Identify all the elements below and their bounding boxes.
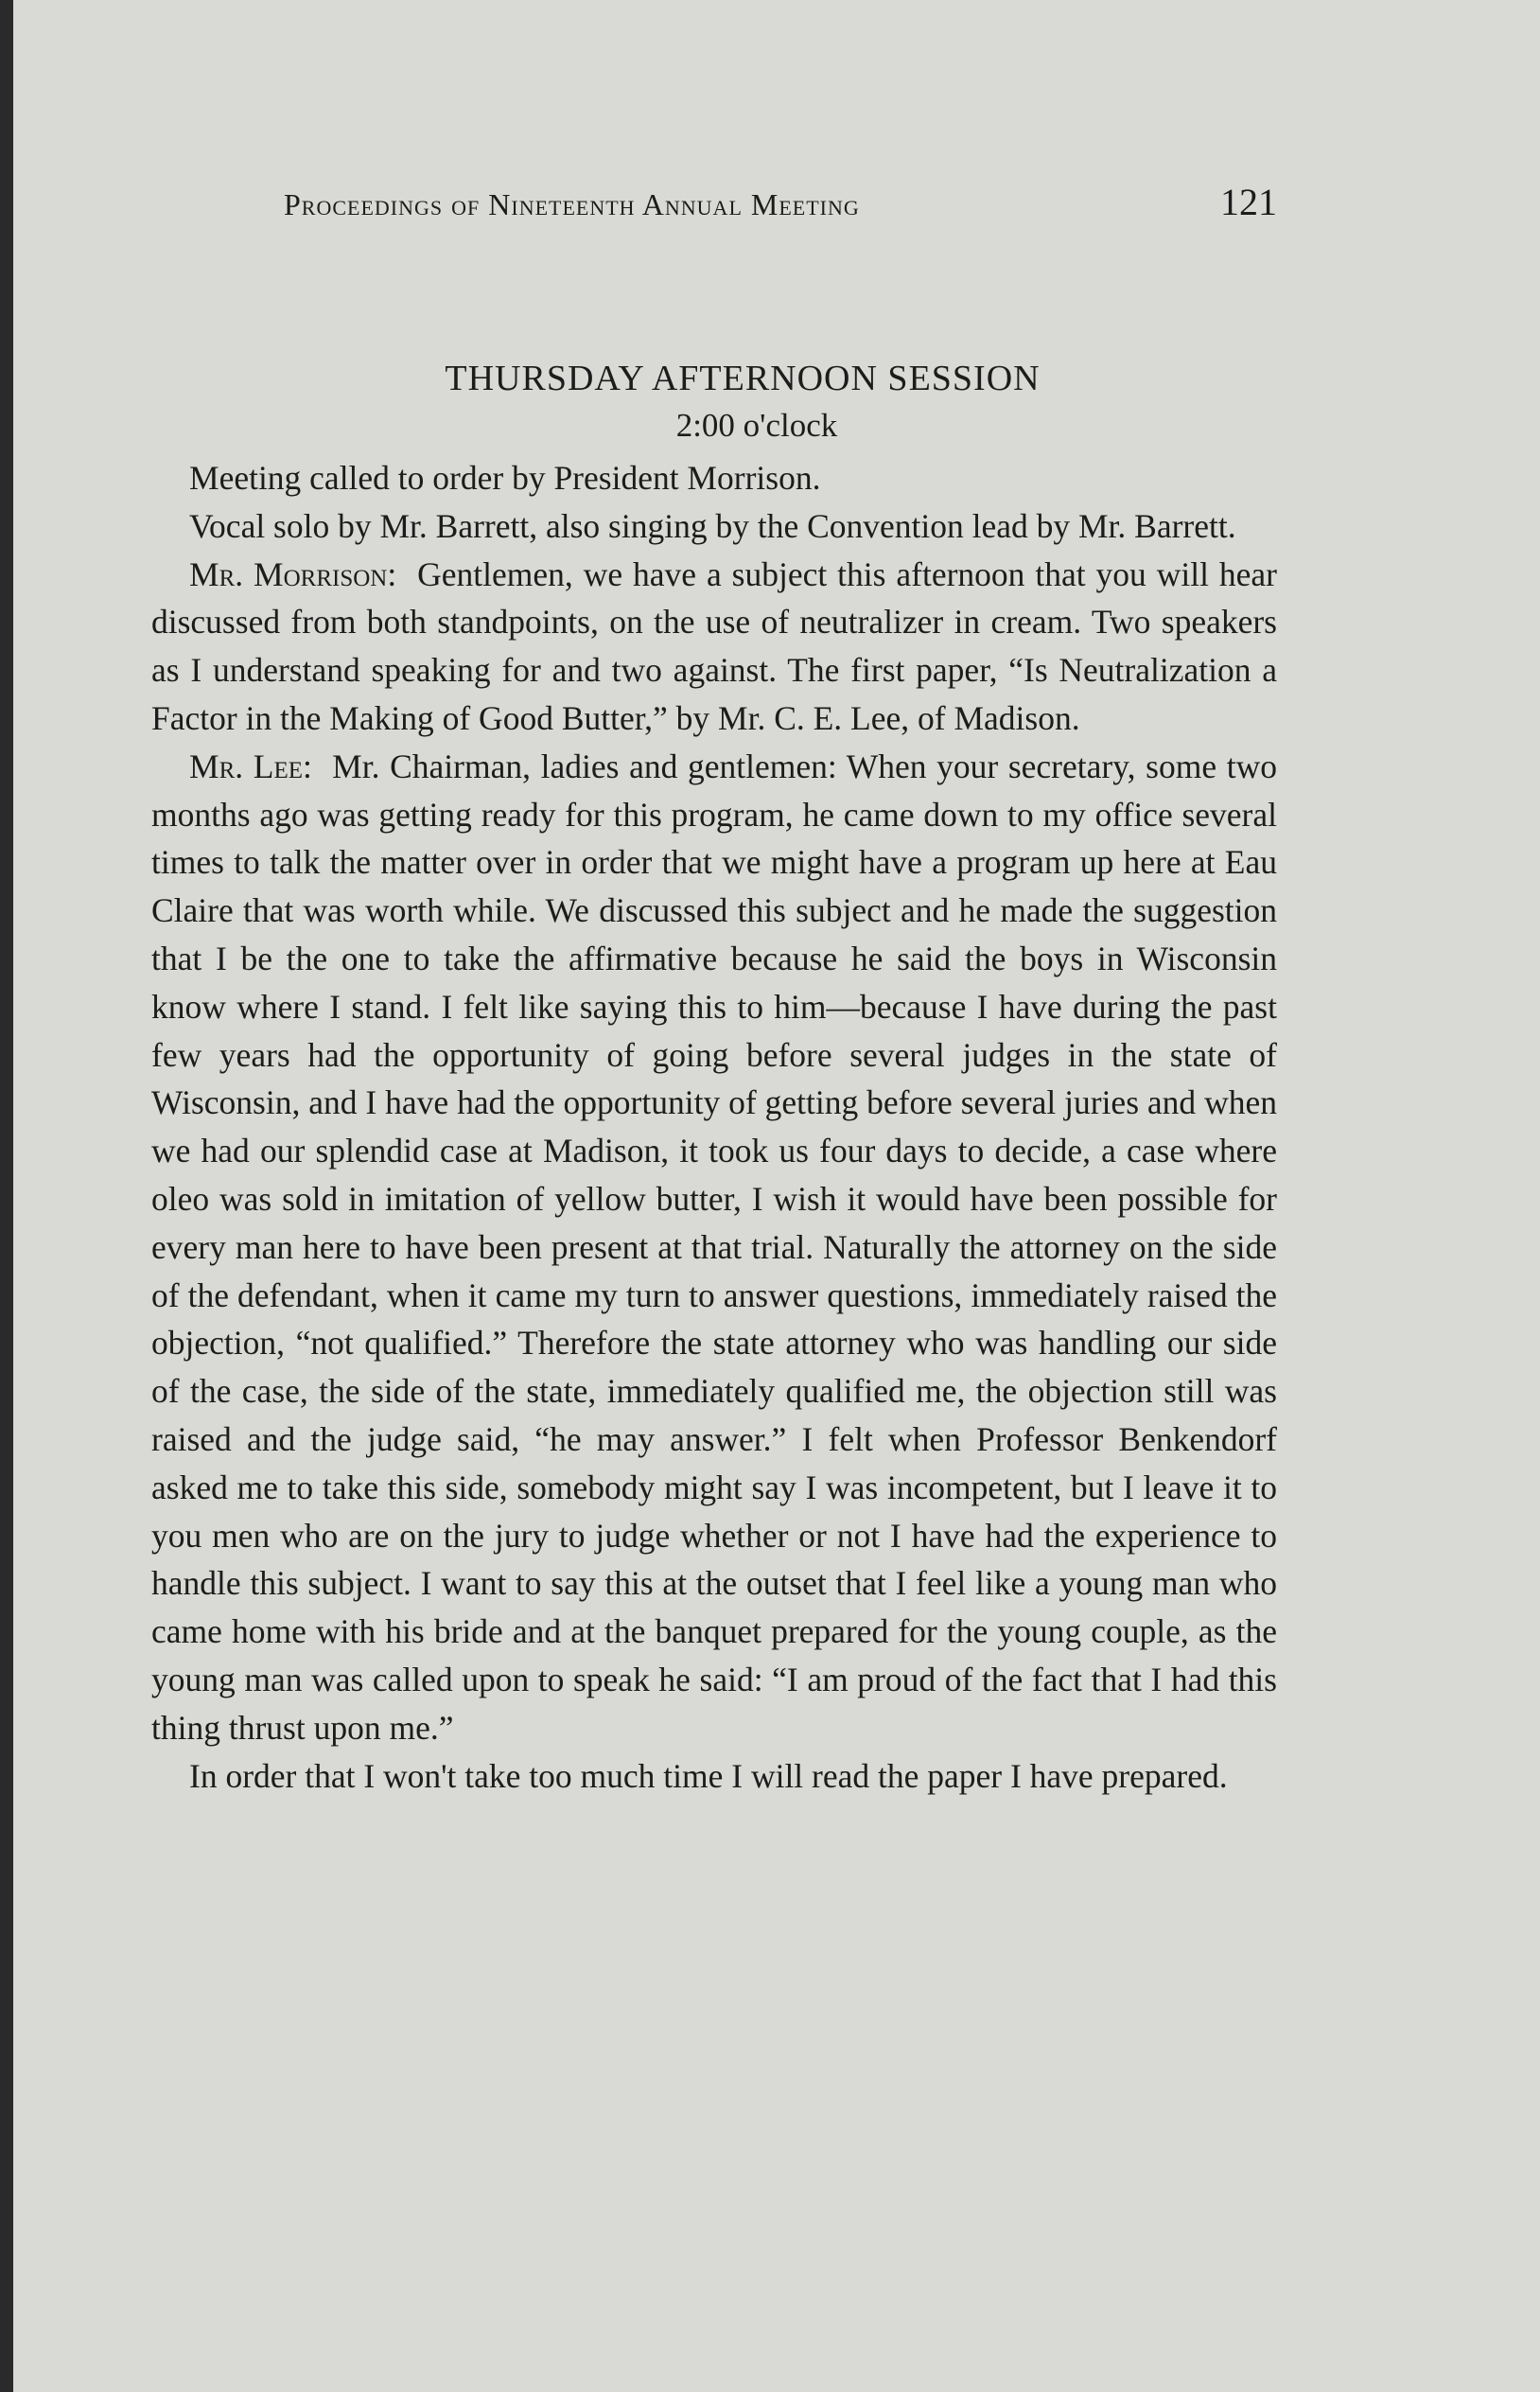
speaker-label: Mr. Morrison: bbox=[189, 554, 397, 593]
paragraph bbox=[151, 454, 1277, 502]
running-title: Proceedings of Nineteenth Annual Meeting bbox=[284, 187, 860, 221]
page-binding-edge bbox=[0, 0, 13, 2392]
paragraph bbox=[151, 1752, 1277, 1801]
paragraph-text: Mr. Chairman, ladies and gentlemen: When your secretary, some two months ago was getting ready for this program, he came down to my office several times to talk the matter over in order that we might have a program up here at Eau Claire that was worth while. We discussed this subject and he made the suggestion that I be the one to take the affirmative because he said the boys in Wisconsin know where I stand. I felt like saying this to him—because I have during the past few years had the opportunity of going before several judges in the state of Wisconsin, and I have had the opportunity of getting before several juries and when we had our splendid case at Madison, it took us four days to decide, a case where oleo was sold in imitation of yellow butter, I wish it would have been possible for every man here to have been present at that trial. Naturally the attorney on the side of the defendant, when it came my turn to answer questions, immediately raised the objection, “not qualified.” Therefore the state attorney who was handling our side of the case, the side of the state, immediately qualified me, the objection still was raised and the judge said, “he may answer.” I felt when Professor Benkendorf asked me to take this side, somebody might say I was incompetent, but I leave it to you men who are on the jury to judge whether or not I have had the experience to handle this subject. I want to say this at the outset that I feel like a young man who came home with his bride and at the banquet prepared for the young couple, as the young man was called upon to speak he said: “I am proud of the fact that I had this thing thrust upon me.” bbox=[151, 747, 1277, 1747]
page-number: 121 bbox=[1220, 181, 1277, 223]
running-header bbox=[151, 180, 1277, 237]
paragraph-text: In order that I won't take too much time I will read the paper I have prepared. bbox=[189, 1756, 1228, 1795]
paragraph-text: Meeting called to order by President Morrison. bbox=[189, 459, 821, 497]
session-time: 2:00 o'clock bbox=[675, 407, 838, 444]
paragraph-text: Gentlemen, we have a subject this afternoon that you will hear discussed from both standpoints, on the use of neutralizer in cream. Two speakers as I understand speaking for and two against. The first paper, “Is Neutralization a Factor in the Making of Good Butter,” by Mr. C. E. Lee, of Madison. bbox=[151, 554, 1277, 737]
paragraph bbox=[151, 502, 1277, 551]
session-title: THURSDAY AFTERNOON SESSION bbox=[445, 359, 1041, 398]
paragraph bbox=[151, 551, 1277, 743]
paragraph bbox=[151, 743, 1277, 1752]
paragraph-text: Vocal solo by Mr. Barrett, also singing by the Convention lead by Mr. Barrett. bbox=[189, 506, 1236, 545]
body-text bbox=[151, 454, 1277, 1800]
book-page bbox=[151, 180, 1277, 1800]
speaker-label: Mr. Lee: bbox=[189, 747, 312, 785]
